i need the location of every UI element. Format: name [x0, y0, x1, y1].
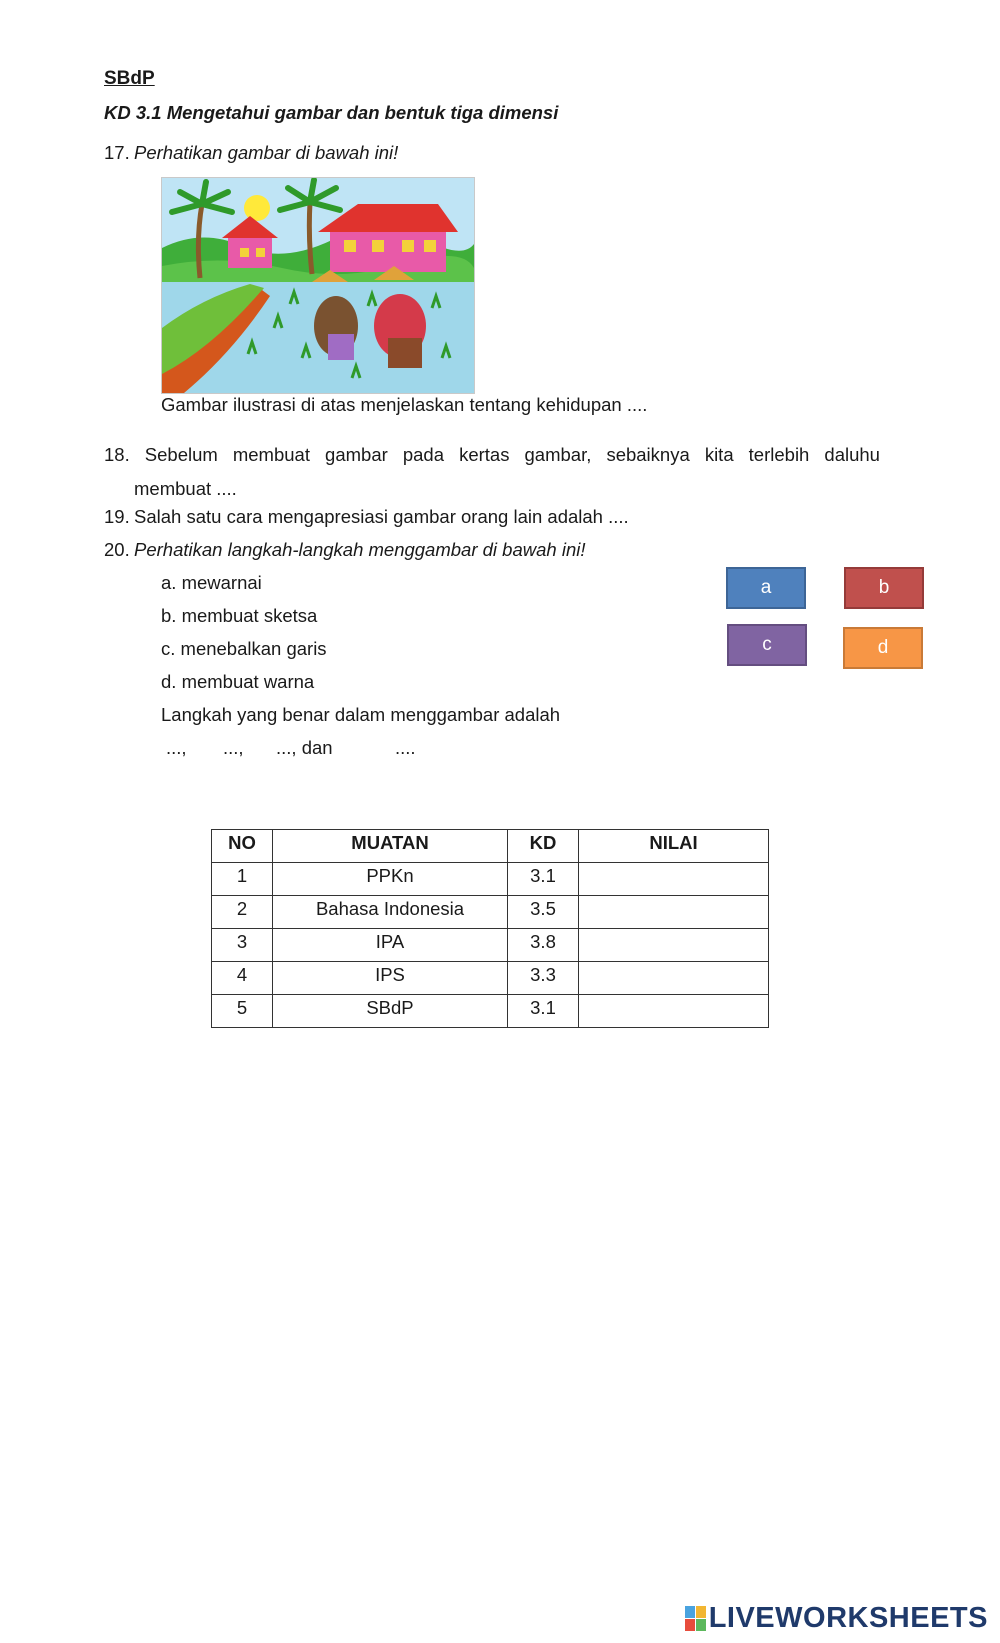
cell-no: 4 — [212, 962, 273, 995]
q18-word: sebaiknya — [606, 444, 690, 465]
brand-name: LIVEWORKSHEETS — [708, 1602, 988, 1634]
q18-word: membuat — [232, 444, 310, 465]
cell-nilai[interactable] — [579, 929, 769, 962]
q20-blank-2: ..., — [223, 737, 244, 758]
table-row — [212, 929, 769, 962]
q20-blank-1: ..., — [166, 737, 187, 758]
q18-word: kita — [704, 444, 734, 465]
cell-no: 1 — [212, 863, 273, 896]
q18-word: kertas — [459, 444, 510, 465]
q18-word: pada — [402, 444, 444, 465]
answer-button-b[interactable]: b — [844, 567, 924, 609]
subject-heading: SBdP — [104, 68, 155, 89]
cell-kd: 3.5 — [508, 896, 579, 929]
question-20 — [104, 539, 585, 561]
option-a: a. mewarnai — [161, 572, 262, 593]
question-number: 19. — [104, 506, 130, 527]
question-number: 17. — [104, 142, 130, 163]
option-b: b. membuat sketsa — [161, 605, 318, 626]
table-row — [212, 995, 769, 1028]
header-nilai: NILAI — [579, 830, 769, 863]
question-number: 20. — [104, 539, 130, 560]
question-18 — [104, 438, 880, 506]
cell-muatan: PPKn — [273, 863, 508, 896]
q18-word: Sebelum — [144, 444, 218, 465]
liveworksheets-logo — [685, 1602, 988, 1635]
q20-prompt: Langkah yang benar dalam menggambar adalah — [161, 704, 561, 725]
cell-nilai[interactable] — [579, 863, 769, 896]
grades-table — [211, 829, 769, 1028]
table-row — [212, 962, 769, 995]
rice-field-illustration — [161, 177, 475, 394]
q20-blank-4: .... — [395, 737, 416, 758]
answer-button-a[interactable]: a — [726, 567, 806, 609]
cell-nilai[interactable] — [579, 896, 769, 929]
cell-muatan: SBdP — [273, 995, 508, 1028]
kd-heading: KD 3.1 Mengetahui gambar dan bentuk tiga dimensi — [104, 102, 559, 123]
cell-kd: 3.8 — [508, 929, 579, 962]
cell-muatan: IPS — [273, 962, 508, 995]
q20-blank-3: ..., dan — [276, 737, 333, 758]
answer-button-d[interactable]: d — [843, 627, 923, 669]
question-text: Salah satu cara mengapresiasi gambar orang lain adalah .... — [134, 506, 629, 527]
header-kd: KD — [508, 830, 579, 863]
header-muatan: MUATAN — [273, 830, 508, 863]
q18-continuation: membuat .... — [134, 478, 237, 499]
q18-word: daluhu — [824, 444, 880, 465]
cell-muatan: IPA — [273, 929, 508, 962]
cell-no: 3 — [212, 929, 273, 962]
option-d: d. membuat warna — [161, 671, 315, 692]
question-text: Perhatikan langkah-langkah menggambar di bawah ini! — [134, 539, 586, 560]
cell-kd: 3.1 — [508, 863, 579, 896]
cell-nilai[interactable] — [579, 995, 769, 1028]
table-row — [212, 896, 769, 929]
table-row — [212, 863, 769, 896]
cell-muatan: Bahasa Indonesia — [273, 896, 508, 929]
q18-word: terlebih — [748, 444, 810, 465]
brand-mark-icon — [685, 1606, 706, 1631]
q18-word: gambar, — [524, 444, 592, 465]
q18-word: gambar — [325, 444, 388, 465]
cell-nilai[interactable] — [579, 962, 769, 995]
question-17-followup: Gambar ilustrasi di atas menjelaskan tentang kehidupan .... — [161, 394, 648, 415]
header-no: NO — [212, 830, 273, 863]
option-c: c. menebalkan garis — [161, 638, 327, 659]
answer-button-c[interactable]: c — [727, 624, 807, 666]
table-header-row — [212, 830, 769, 863]
question-17 — [104, 142, 398, 164]
question-text: Perhatikan gambar di bawah ini! — [134, 142, 399, 163]
cell-kd: 3.3 — [508, 962, 579, 995]
cell-kd: 3.1 — [508, 995, 579, 1028]
question-19 — [104, 506, 629, 528]
cell-no: 2 — [212, 896, 273, 929]
question-number: 18. — [104, 444, 130, 465]
cell-no: 5 — [212, 995, 273, 1028]
